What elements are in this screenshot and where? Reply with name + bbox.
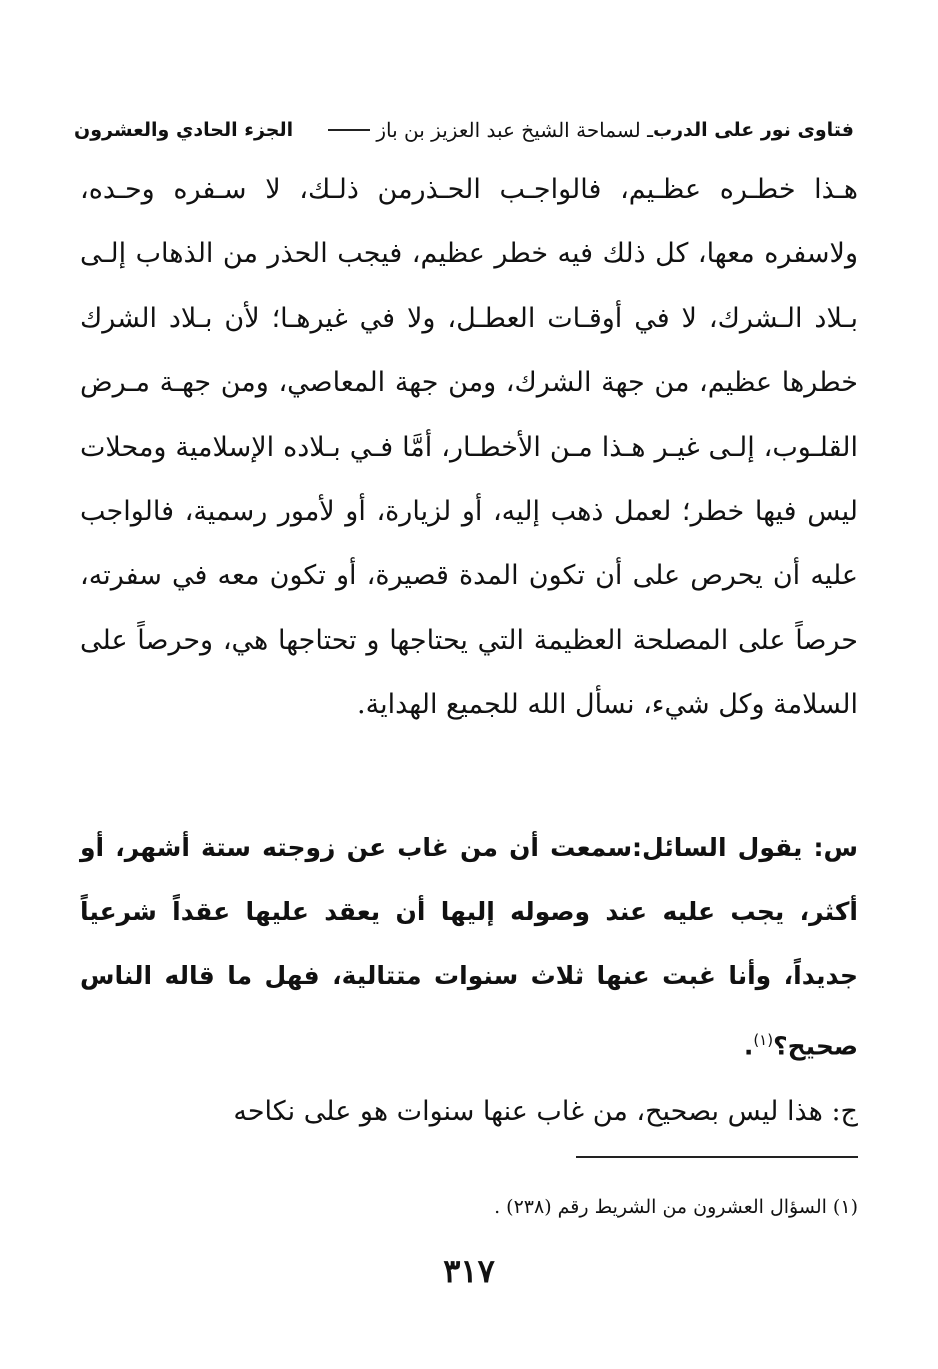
footnote-reference: (١) — [753, 1031, 774, 1049]
page-number: ٣١٧ — [443, 1252, 495, 1290]
header-separator-line — [328, 129, 370, 131]
paragraph-question — [80, 802, 858, 1078]
body-text — [80, 158, 858, 1145]
header-author: ـ لسماحة الشيخ عبد العزيز بن باز — [376, 118, 653, 142]
header-book-title: فتاوى نور على الدرب — [653, 119, 854, 141]
question-text: س: يقول السائل:سمعت أن من غاب عن زوجته ستة أشهر، أو أكثر، يجب عليه عند وصوله إليها أن يعقد عليها عقداً شرعياً جديداً، وأنا غبت عنها ثلاث سنوات متتالية، فهل ما قاله الناس صحيح؟ — [80, 833, 858, 1061]
header-volume: الجزء الحادي والعشرون — [74, 119, 294, 141]
header-title-group — [322, 118, 854, 142]
paragraph-continuation: هـذا خطـره عظـيم، فالواجـب الحـذرمن ذلـك، لا سـفره وحـده، ولاسفره معها، كل ذلك فيه خطر عظيم، فيجب الحذر من الذهاب إلـى بـلاد الـشرك، لا في أوقـات العطـل، ولا في غيرهـا؛ لأن بـلاد الشرك خطرها عظيم، من جهة الشرك، ومن جهة المعاصي، ومن جهـة مـرض القلـوب، إلـى غيـر هـذا مـن الأخطـار، أمَّا فـي بـلاده الإسلامية ومحلات ليس فيها خطر؛ لعمل ذهب إليه، أو لزيارة، أو لأمور رسمية، فالواجب عليه أن يحرص على أن تكون المدة قصيرة، أو تكون معه في سفرته، حرصاً على المصلحة العظيمة التي يحتاجها و تحتاجها هي، وحرصاً على السلامة وكل شيء، نسأل الله للجميع الهداية. — [80, 174, 858, 721]
running-header — [74, 112, 854, 148]
footnote-divider — [576, 1156, 858, 1158]
question-end: . — [743, 1031, 754, 1061]
footnote: (١) السؤال العشرون من الشريط رقم (٢٣٨) . — [494, 1196, 858, 1218]
paragraph-answer: ج: هذا ليس بصحيح، من غاب عنها سنوات هو على نكاحه — [233, 1096, 858, 1128]
